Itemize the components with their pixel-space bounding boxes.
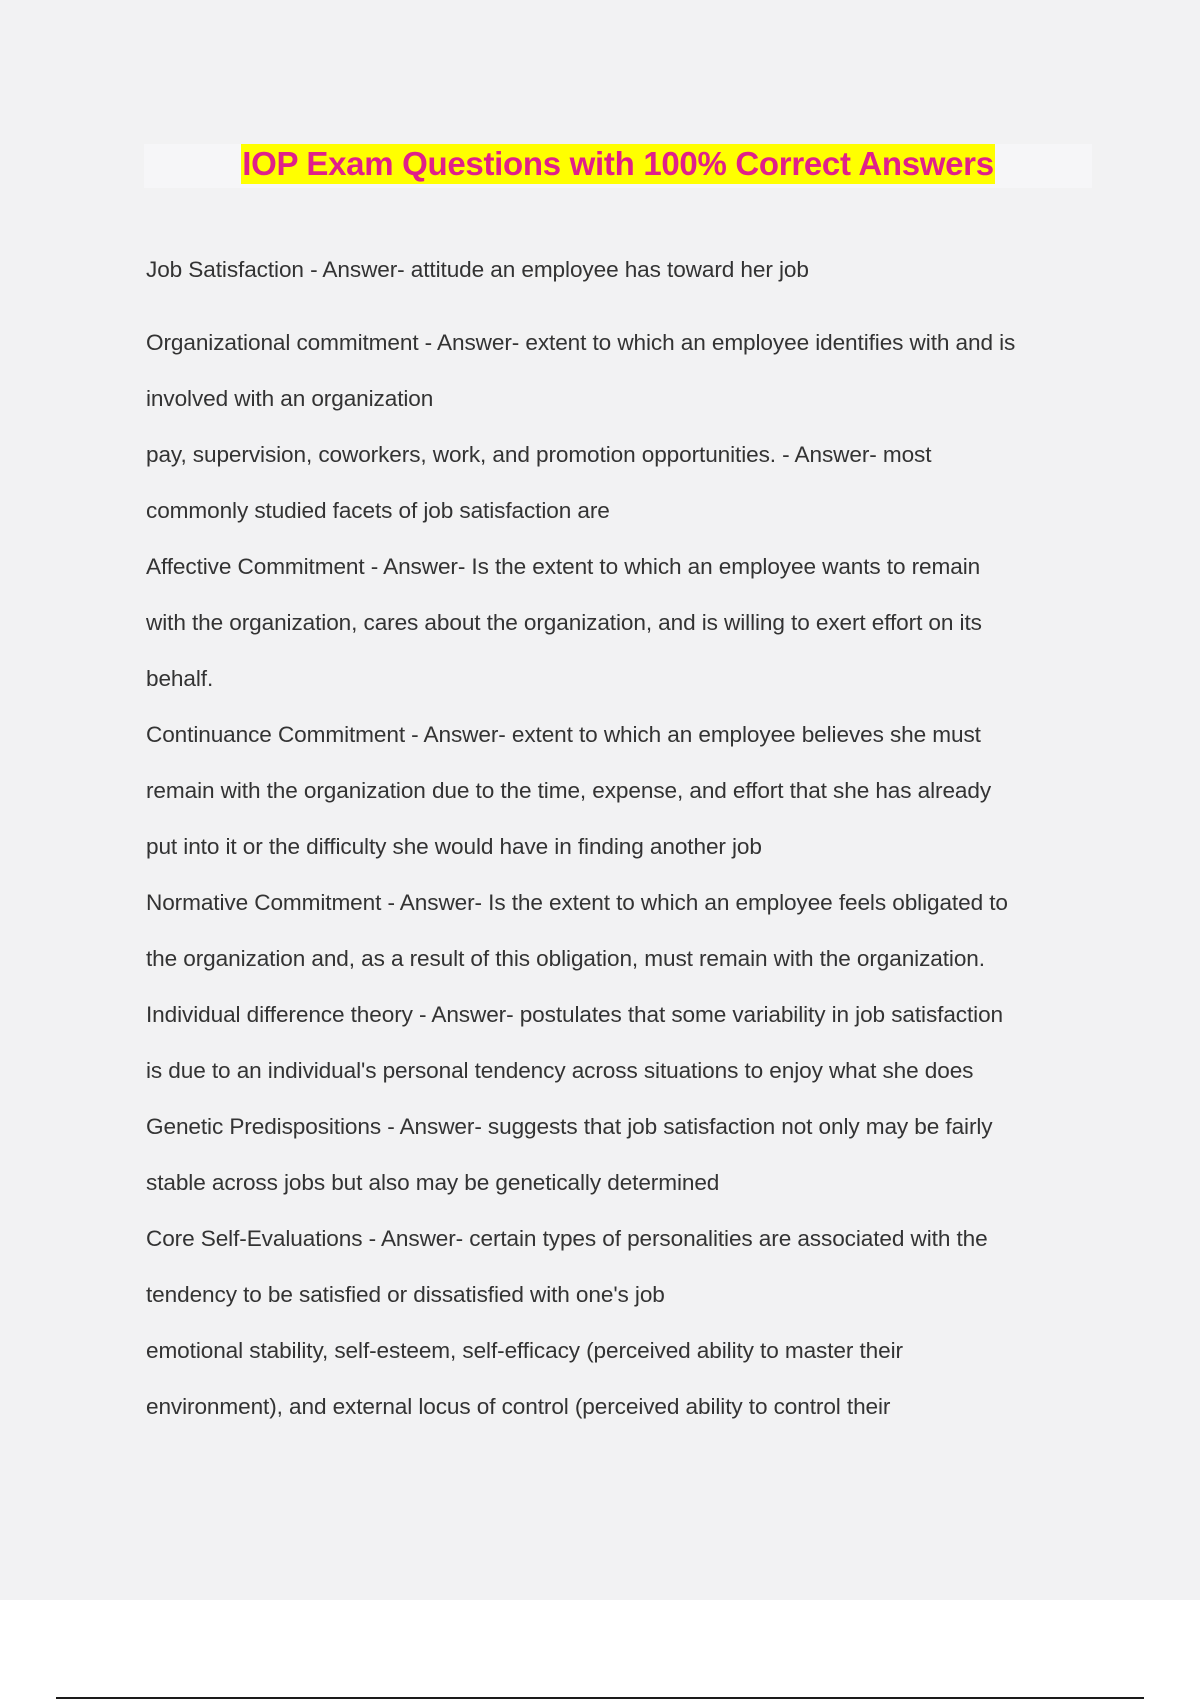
text-line: Individual difference theory - Answer- postulates that some variability in job satisfaction: [146, 1002, 1004, 1027]
text-line: with the organization, cares about the organization, and is willing to exert effort on its: [146, 610, 982, 635]
footer-divider: [56, 1697, 1144, 1699]
text-line: behalf.: [146, 666, 214, 691]
text-line: put into it or the difficulty she would have in finding another job: [146, 834, 762, 859]
text-line: tendency to be satisfied or dissatisfied with one's job: [146, 1282, 665, 1307]
text-line: Organizational commitment - Answer- extent to which an employee identifies with and is: [146, 330, 1016, 355]
document-body: [146, 252, 1106, 1445]
text-line: Affective Commitment - Answer- Is the extent to which an employee wants to remain: [146, 554, 981, 579]
text-line: Core Self-Evaluations - Answer- certain types of personalities are associated with the: [146, 1226, 988, 1251]
text-line: Genetic Predispositions - Answer- suggests that job satisfaction not only may be fairly: [146, 1114, 993, 1139]
text-line: remain with the organization due to the time, expense, and effort that she has already: [146, 778, 992, 803]
text-line: environment), and external locus of control (perceived ability to control their: [146, 1394, 891, 1419]
text-line: emotional stability, self-esteem, self-efficacy (perceived ability to master their: [146, 1338, 903, 1363]
text-line: stable across jobs but also may be genetically determined: [146, 1170, 720, 1195]
document-title: [144, 144, 1092, 188]
text-line: pay, supervision, coworkers, work, and promotion opportunities. - Answer- most: [146, 442, 932, 467]
document-title-text: IOP Exam Questions with 100% Correct Answers: [242, 145, 994, 182]
text-line: is due to an individual's personal tendency across situations to enjoy what she does: [146, 1058, 974, 1083]
text-line: Continuance Commitment - Answer- extent to which an employee believes she must: [146, 722, 981, 747]
title-band: [144, 144, 1092, 188]
text-line: commonly studied facets of job satisfaction are: [146, 498, 610, 523]
text-line: the organization and, as a result of this obligation, must remain with the organization.: [146, 946, 985, 971]
text-line: Normative Commitment - Answer- Is the extent to which an employee feels obligated to: [146, 890, 1008, 915]
text-line: Job Satisfaction - Answer- attitude an employee has toward her job: [146, 257, 809, 282]
text-line: involved with an organization: [146, 386, 434, 411]
